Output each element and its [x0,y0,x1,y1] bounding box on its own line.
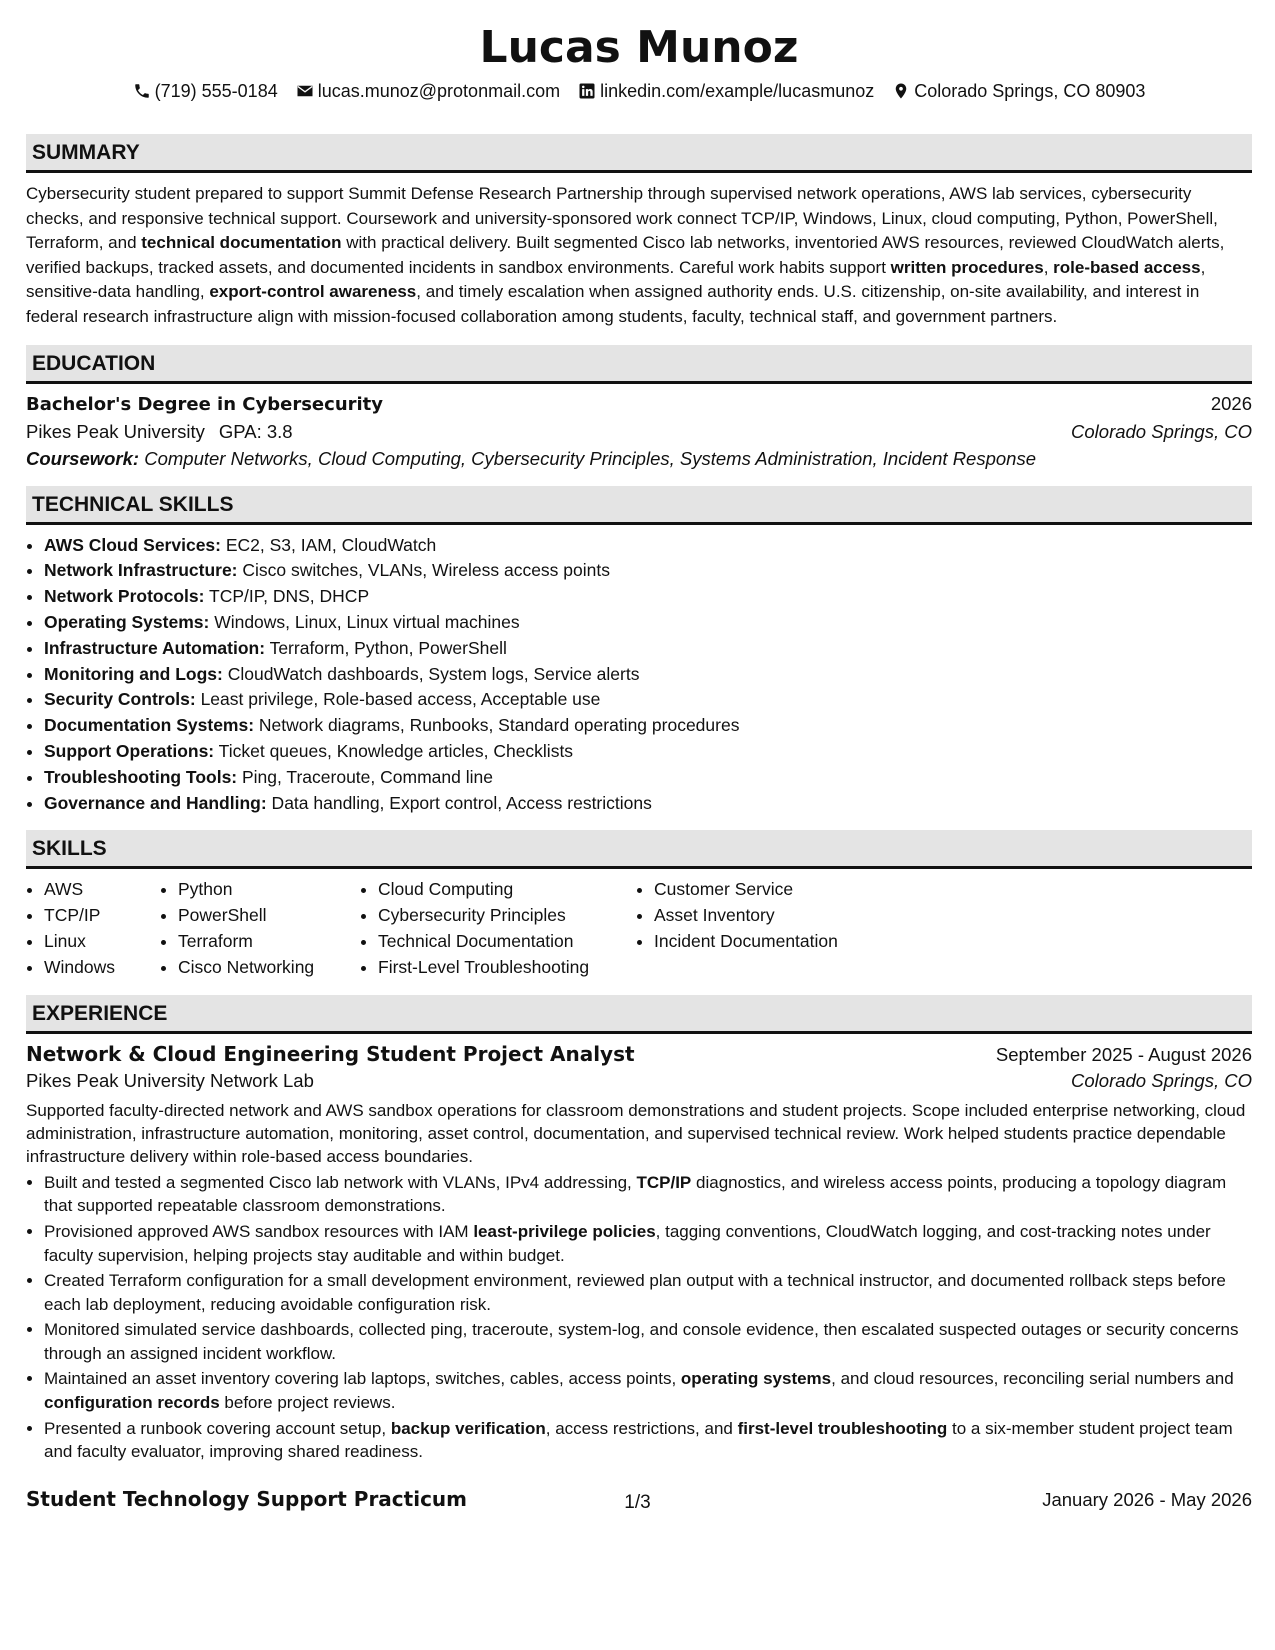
email-text: lucas.munoz@protonmail.com [317,80,561,101]
emphasis-text: TCP/IP [636,1172,692,1192]
skill-item: • Python [178,877,360,903]
section-heading-experience: EXPERIENCE [26,995,1252,1034]
job-1-summary: Supported faculty-directed network and AWS sandbox operations for classroom demonstrations and student projects. Scope included enterprise networking, cloud administration, infrastructure automation, monitoring, asset control, documentation, and supervised technical review. Work helped students practice dependable infrastructure delivery within role-based access boundaries. [26,1100,1246,1167]
phone-text: (719) 555-0184 [154,80,278,101]
skill-values: Windows, Linux, Linux virtual machines [209,611,520,632]
job-1-location: Colorado Springs, CO [1071,1069,1252,1091]
job-1-organization: Pikes Peak University Network Lab [26,1069,314,1091]
skill-item: • Windows [44,955,160,981]
skill-item: • Incident Documentation [654,929,914,955]
text-run: Maintained an asset inventory covering lab laptops, switches, cables, access points, [44,1369,681,1389]
skill-category: Network Protocols: [44,586,205,607]
location-text: Colorado Springs, CO 80903 [914,80,1146,101]
skill-item: • Terraform [178,929,360,955]
skills-column [160,877,360,980]
education-row-2 [26,421,1252,443]
text-run: Cybersecurity student prepared to support Summit Defense Research Partnership through supervised network operations, AWS lab services, cybersecurity checks, and responsive technical support. Coursework and university-sponsored work connect TCP/IP, Windows, Linux, cloud computing, Python, PowerShell, Terraform, and [26,184,1218,253]
summary-paragraph [26,182,1252,330]
technical-skill-item [44,584,1252,610]
contact-phone[interactable] [133,81,278,102]
map-pin-icon [892,82,910,100]
skill-category: AWS Cloud Services: [44,534,221,555]
skill-values: Ticket queues, Knowledge articles, Checklists [214,740,574,761]
text-run: to a six-member student project team and faculty evaluator, improving shared readiness. [44,1418,1233,1462]
skills-column [26,877,160,980]
contact-location [892,81,1145,102]
technical-skill-item [44,533,1252,559]
skill-item: • Cloud Computing [378,877,636,903]
skill-category: Security Controls: [44,689,196,710]
skill-values: CloudWatch dashboards, System logs, Service alerts [222,663,640,684]
skill-category: Network Infrastructure: [44,560,238,581]
resume-page [26,22,1252,1466]
contact-email[interactable] [296,81,560,102]
job-1-dates: September 2025 - August 2026 [995,1043,1252,1065]
technical-skill-item [44,558,1252,584]
section-heading-skills: SKILLS [26,830,1252,869]
phone-icon [133,82,151,100]
job-bullet [44,1171,1252,1218]
skill-values: Data handling, Export control, Access restrictions [266,792,652,813]
job-1-header [26,1042,1252,1066]
contact-linkedin[interactable] [578,81,874,102]
job-bullet [44,1417,1252,1464]
skill-item: • Customer Service [654,877,914,903]
text-run: , and timely escalation when assigned authority ends. U.S. citizenship, on-site availability, and interest in federal research infrastructure align with mission-focused collaboration among students, faculty, technical staff, and government partners. [26,282,1200,326]
contact-bar [26,78,1252,104]
emphasis-text: export-control awareness [209,282,417,302]
coursework-label: Coursework: [26,447,140,469]
skill-item: • First-Level Troubleshooting [378,955,636,981]
skill-item: • Asset Inventory [654,903,914,929]
job-bullet [44,1318,1252,1365]
skill-item: • TCP/IP [44,903,160,929]
job-1-org-row [26,1070,1252,1092]
school-location: Colorado Springs, CO [1071,420,1252,442]
school-line [26,421,293,443]
emphasis-text: operating systems [680,1369,832,1389]
emphasis-text: least-privilege policies [473,1221,656,1241]
skill-item: • Cybersecurity Principles [378,903,636,929]
section-heading-technical-skills: TECHNICAL SKILLS [26,486,1252,525]
technical-skill-item [44,739,1252,765]
linkedin-text: linkedin.com/example/lucasmunoz [600,80,875,101]
section-heading-education: EDUCATION [26,345,1252,384]
emphasis-text: first-level troubleshooting [737,1418,948,1438]
emphasis-text: technical documentation [141,233,342,253]
skill-values: Network diagrams, Runbooks, Standard operating procedures [254,715,740,736]
envelope-icon [296,82,314,100]
text-run: with practical delivery. Built segmented Cisco lab networks, inventoried AWS resources, reviewed CloudWatch alerts, verified backups, tracked assets, and documented incidents in sandbox environments. Careful work habits support [26,233,1225,277]
skill-item: • PowerShell [178,903,360,929]
skill-values: TCP/IP, DNS, DHCP [204,586,370,607]
skill-values: Least privilege, Role-based access, Acceptable use [195,689,601,710]
text-run: Monitored simulated service dashboards, collected ping, traceroute, system-log, and console evidence, then escalated suspected outages or security concerns through an assigned incident workflow. [44,1320,1239,1363]
skills-column [360,877,636,980]
school-name: Pikes Peak University [26,420,205,442]
emphasis-text: backup verification [390,1418,546,1438]
skill-category: Documentation Systems: [44,715,255,736]
skill-item: • AWS [44,877,160,903]
text-run: , access restrictions, and [545,1418,738,1438]
skill-values: Terraform, Python, PowerShell [265,637,507,658]
emphasis-text: written procedures [890,257,1044,277]
skill-category: Monitoring and Logs: [44,663,223,684]
skill-values: EC2, S3, IAM, CloudWatch [221,534,437,555]
technical-skill-item [44,713,1252,739]
emphasis-text: role-based access [1053,257,1201,277]
section-heading-summary: SUMMARY [26,134,1252,173]
skill-values: Cisco switches, VLANs, Wireless access points [237,560,610,581]
gpa: GPA: 3.8 [218,420,293,442]
technical-skill-item [44,662,1252,688]
text-run: Built and tested a segmented Cisco lab network with VLANs, IPv4 addressing, [44,1172,637,1192]
job-1-title: Network & Cloud Engineering Student Project Analyst [26,1041,635,1066]
skill-category: Support Operations: [44,740,215,761]
technical-skill-item [44,636,1252,662]
emphasis-text: configuration records [44,1393,220,1413]
technical-skills-list [26,533,1252,817]
technical-skill-item [44,610,1252,636]
education-row-1 [26,393,1252,415]
text-run: , [1043,257,1054,277]
skills-grid [26,877,1252,980]
skill-category: Troubleshooting Tools: [44,766,238,787]
text-run: , sensitive-data handling, [26,257,1206,302]
technical-skill-item [44,791,1252,817]
job-2-title: Student Technology Support Practicum [26,1487,468,1511]
linkedin-icon [578,82,596,100]
skill-values: Ping, Traceroute, Command line [237,766,493,787]
coursework-list: Computer Networks, Cloud Computing, Cybersecurity Principles, Systems Administration, Incident Response [139,447,1037,469]
job-1-bullets [26,1171,1252,1464]
technical-skill-item [44,687,1252,713]
skill-item: • Cisco Networking [178,955,360,981]
candidate-name: Lucas Munoz [479,22,799,73]
text-run: , tagging conventions, CloudWatch logging, and cost-tracking notes under faculty supervision, helping projects stay auditable and within budget. [44,1221,1211,1265]
skills-column [636,877,914,980]
text-run: , and cloud resources, reconciling serial numbers and [831,1369,1234,1389]
text-run: Provisioned approved AWS sandbox resources with IAM [44,1221,474,1241]
job-bullet [44,1220,1252,1267]
technical-skill-item [44,765,1252,791]
skill-category: Operating Systems: [44,611,210,632]
skill-category: Governance and Handling: [44,792,267,813]
text-run: Presented a runbook covering account setup, [44,1418,391,1438]
text-run: Created Terraform configuration for a small development environment, reviewed plan output with a technical instructor, and documented rollback steps before each lab deployment, reducing avoidable configuration risk. [44,1271,1226,1314]
graduation-year: 2026 [1210,392,1252,414]
job-bullet [44,1367,1252,1414]
job-2-dates: January 2026 - May 2026 [1042,1489,1252,1510]
text-run: diagnostics, and wireless access points, producing a topology diagram that supported repeatable classroom demonstrations. [44,1172,1227,1216]
page-number: 1/3 [624,1492,651,1513]
job-bullet [44,1269,1252,1316]
coursework-line [26,448,1252,470]
text-run: before project reviews. [219,1393,396,1413]
degree-title: Bachelor's Degree in Cybersecurity [26,393,384,415]
skill-category: Infrastructure Automation: [44,637,266,658]
skill-item: • Technical Documentation [378,929,636,955]
skill-item: • Linux [44,929,160,955]
